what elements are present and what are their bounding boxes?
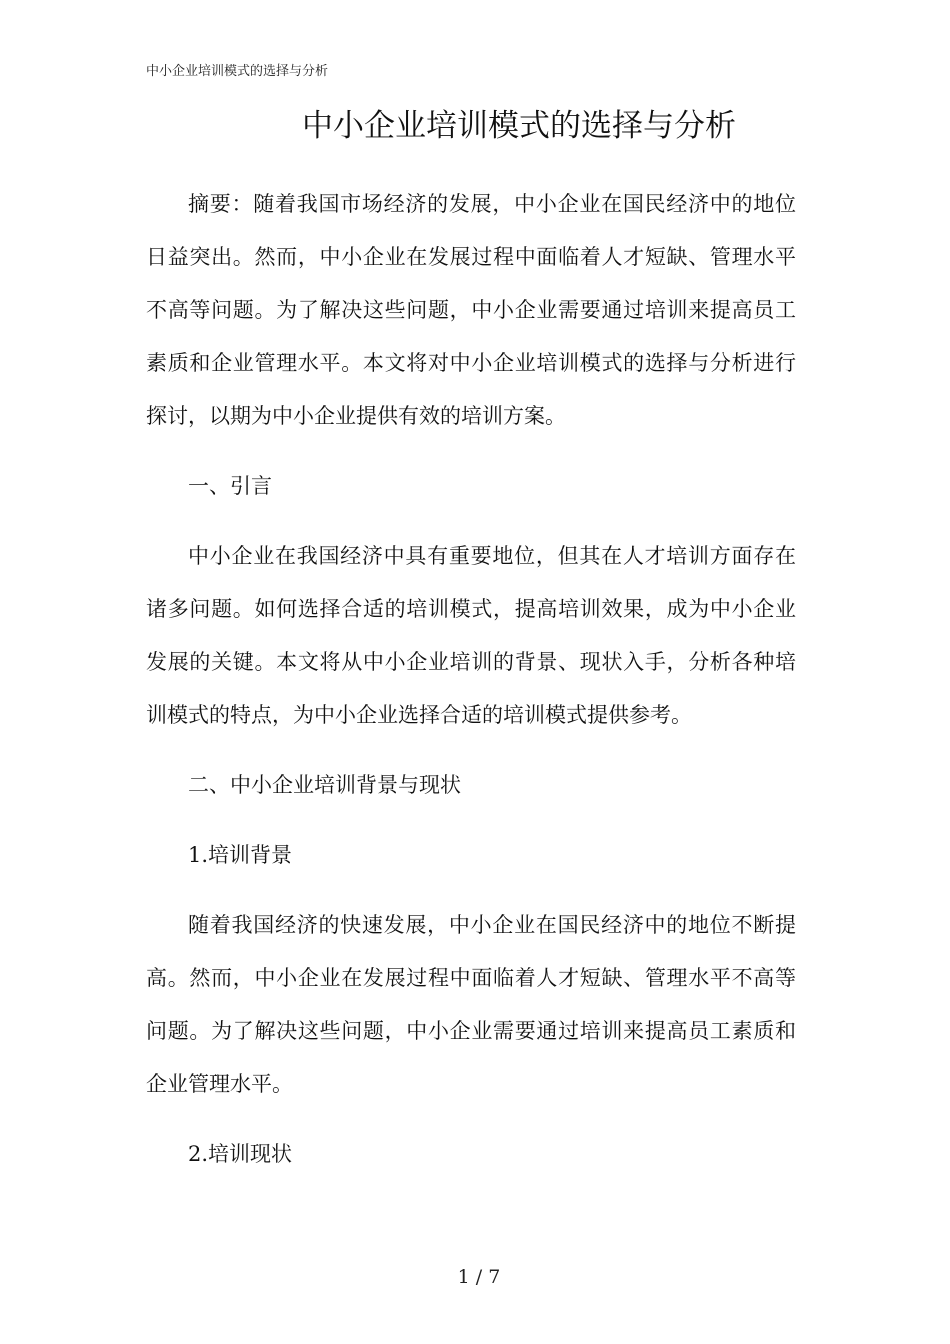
subsection-heading-training-status: 2.培训现状	[188, 1142, 293, 1166]
page-number: 1 / 7	[457, 1266, 501, 1288]
training-background-paragraph: 随着我国经济的快速发展，中小企业在国民经济中的地位不断提高。然而，中小企业在发展过程中面临着人才短缺、管理水平不高等问题。为了解决这些问题，中小企业需要通过培训来提高员工素质和企业管理水平。	[146, 913, 796, 1096]
document-title: 中小企业培训模式的选择与分析	[302, 108, 736, 144]
document-body	[146, 178, 796, 1181]
introduction-paragraph: 中小企业在我国经济中具有重要地位，但其在人才培训方面存在诸多问题。如何选择合适的培训模式，提高培训效果，成为中小企业发展的关键。本文将从中小企业培训的背景、现状入手，分析各种培训模式的特点，为中小企业选择合适的培训模式提供参考。	[146, 544, 796, 727]
section-heading-background: 二、中小企业培训背景与现状	[188, 773, 461, 797]
subsection-heading-training-background: 1.培训背景	[188, 843, 293, 867]
section-heading-introduction: 一、引言	[188, 474, 272, 498]
abstract-paragraph: 摘要：随着我国市场经济的发展，中小企业在国民经济中的地位日益突出。然而，中小企业在发展过程中面临着人才短缺、管理水平不高等问题。为了解决这些问题，中小企业需要通过培训来提高员工素质和企业管理水平。本文将对中小企业培训模式的选择与分析进行探讨，以期为中小企业提供有效的培训方案。	[146, 192, 796, 428]
running-header: 中小企业培训模式的选择与分析	[146, 64, 329, 79]
